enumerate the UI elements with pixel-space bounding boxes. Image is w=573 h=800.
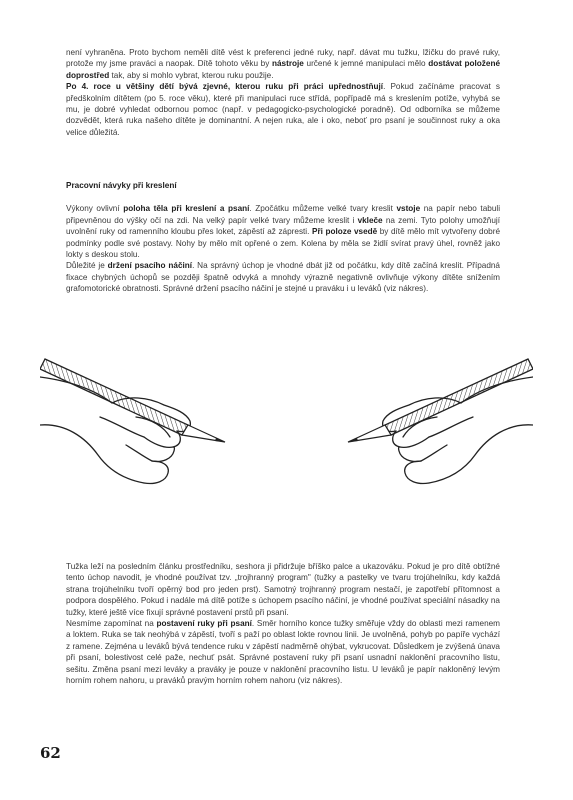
paragraph-dominant-hand: Po 4. roce u většiny dětí bývá zjevné, kterou ruku při práci upřednostňují. Pokud začínáme pracovat s předškolním dítětem (po 5. roce věku), které při manipulaci ruce střídá, popřípadě má s kreslením potíže, vyhybá se mu, je dobré vyhledat odbornou pomoc (např. v pedagogicko-psychologické poradně). Od odborníka se můžeme dozvědět, která ruka našeho dítěte je dominantní. A nejen ruka, ale i oko, neboť pro psaní je součinnost ruky a oka velice důležitá. — [66, 82, 500, 137]
grip-description-block — [66, 561, 500, 686]
pencil-grip-illustration — [40, 355, 533, 490]
paragraph-pencil-grip: Důležité je držení psacího náčiní. Na správný úchop je vhodné dbát již od počátku, kdy dítě začíná kreslit. Případná fixace chybných úchopů se později špatně odvyká a mnohdy výrazně negativně ovlivňuje výkony dítěte snížením grafomotorické obratnosti. Správné držení psacího náčiní je stejné u praváku i u leváků (viz nákres). — [66, 261, 500, 294]
paragraph-handedness-intro: není vyhraněna. Proto bychom neměli dítě vést k preferenci jedné ruky, např. dávat mu tužku, lžičku do pravé ruky, protože my jsme praváci a naopak. Dítě tohoto věku by nástroje určené k jemné manipulaci mělo dostávat položené doprostřed tak, aby si mohlo vybrat, kterou ruku použije. — [66, 48, 501, 80]
page-number: 62 — [40, 744, 61, 762]
paragraph-body-position: Výkony ovlivní poloha těla při kreslení a psaní. Zpočátku můžeme velké tvary kreslit vstoje na papír nebo tabuli připevněnou do výšky očí na zdi. Na velký papír velké tvary můžeme kreslit i vkleče na zemi. Tyto polohy umožňují uvolnění ruky od ramenního kloubu přes loket, zápěstí až zápresti. Při poloze vsedě by dítě mělo mít vytvořeny dobré podmínky podle své postavy. Nohy by mělo mít opřené o zem. Kolena by měla se židlí svírat pravý úhel, rovněž jako lokty s deskou stolu. — [66, 204, 501, 260]
intro-text-block — [66, 47, 500, 138]
drawing-habits-section — [66, 180, 500, 295]
paragraph-grip-technique: Tužka leží na posledním článku prostředníku, seshora ji přidržuje bříško palce a ukazováku. Pokud je pro dítě obtížné tento úchop navodit, je vhodné používat tzv. „trojhranný program" (tužky a pastelky ve tvaru trojúhelníku, kdy každá strana trojúhelníku tvoří opěrný bod pro jeden prst). Samotný trojhranný program nestačí, je zapotřebí přítomnost a podpora dospělého. Pokud i nadále má dítě potíže s úchopem psacího náčiní, je vhodné používat speciální násadky na tužky, které ještě více fixují správné postavení prstů při psaní. — [66, 562, 500, 617]
paragraph-hand-position: Nesmíme zapomínat na postavení ruky při psaní. Směr horního konce tužky směřuje vždy do oblasti mezi ramenem a loktem. Ruka se tak neohýbá v zápěstí, tvoří s paží po oblast lokte rovnou linii. Je uvolněná, pohyb po papíře vychází z ramene. Zejména u leváků bývá tendence ruku v zápěstí nadměrně ohýbat, vykrucovat. Důsledkem je zvýšená únava při psaní, bolestivost celé paže, nechuť psát. Správné postavení ruky při psaní usnadní naklonění pracovního listu, sešitu. Změna psaní mezi leváky a praváky je pouze v naklonění pracovního listu. U leváků je papír nakloněný levým horním rohem nahoru, u praváků pravým horním rohem nahoru (viz nákres). — [66, 619, 501, 686]
section-heading: Pracovní návyky při kreslení — [66, 181, 177, 190]
